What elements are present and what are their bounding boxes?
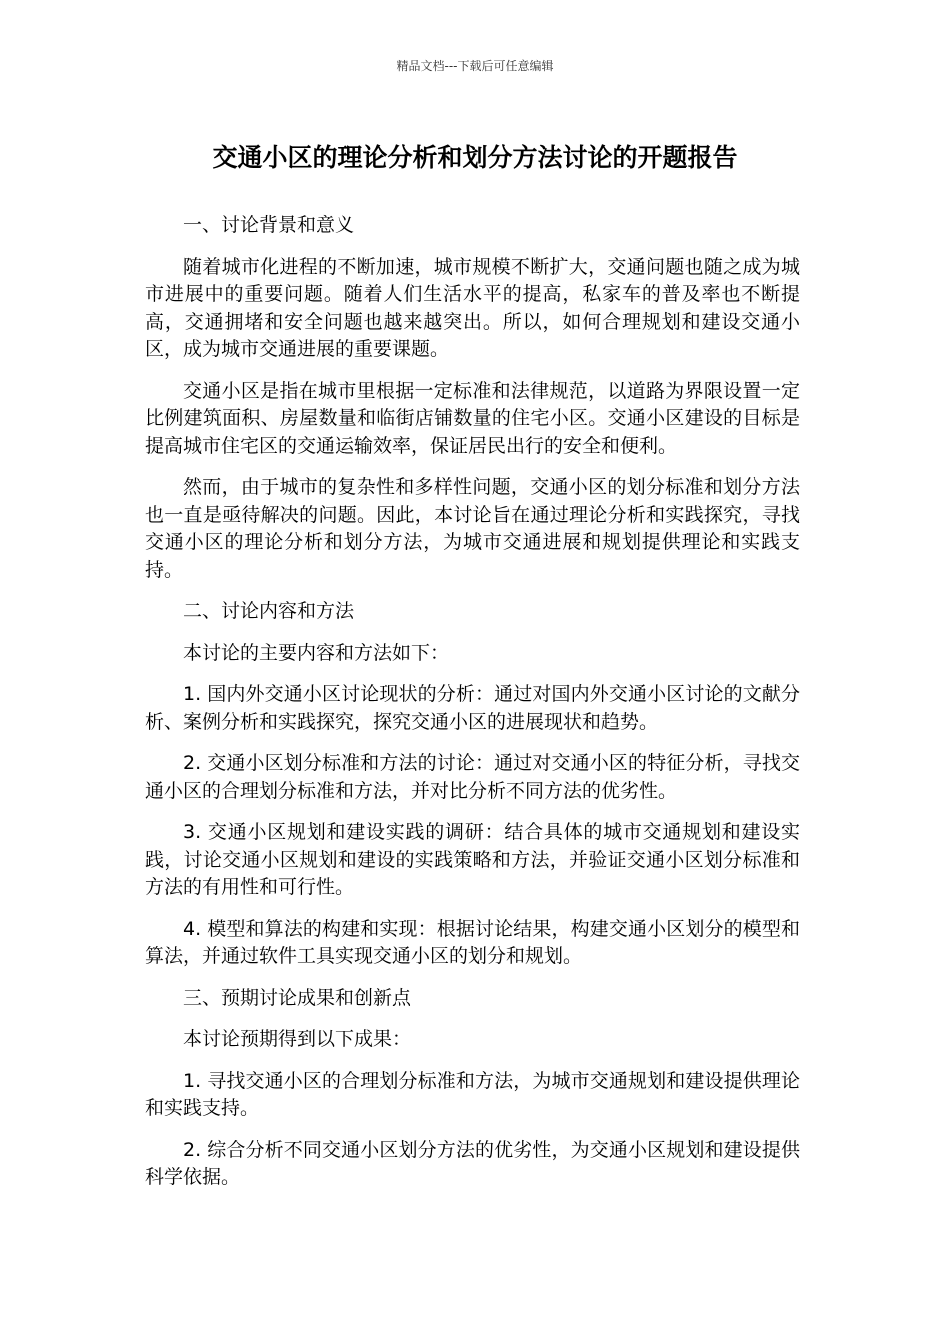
list-item: 1. 国内外交通小区讨论现状的分析：通过对国内外交通小区讨论的文献分析、案例分析和实践探究，探究交通小区的进展现状和趋势。 <box>145 683 800 733</box>
list-item: 3. 交通小区规划和建设实践的调研：结合具体的城市交通规划和建设实践，讨论交通小区规划和建设的实践策略和方法，并验证交通小区划分标准和方法的有用性和可行性。 <box>145 821 800 898</box>
list-item: 4. 模型和算法的构建和实现：根据讨论结果，构建交通小区划分的模型和算法，并通过软件工具实现交通小区的划分和规划。 <box>145 917 800 967</box>
section-heading-expected-results: 三、预期讨论成果和创新点 <box>183 986 412 1009</box>
paragraph: 交通小区是指在城市里根据一定标准和法律规范，以道路为界限设置一定比例建筑面积、房屋数量和临街店铺数量的住宅小区。交通小区建设的目标是提高城市住宅区的交通运输效率，保证居民出行的安全和便利。 <box>145 379 800 457</box>
paragraph: 本讨论预期得到以下成果： <box>183 1028 412 1050</box>
section-heading-content-method: 二、讨论内容和方法 <box>183 600 355 622</box>
document-body <box>145 212 800 1206</box>
list-item: 2. 交通小区划分标准和方法的讨论：通过对交通小区的特征分析，寻找交通小区的合理划分标准和方法，并对比分析不同方法的优劣性。 <box>145 752 800 802</box>
paragraph: 本讨论的主要内容和方法如下： <box>183 641 450 664</box>
paragraph: 随着城市化进程的不断加速，城市规模不断扩大，交通问题也随之成为城市进展中的重要问题。随着人们生活水平的提高，私家车的普及率也不断提高，交通拥堵和安全问题也越来越突出。所以，如何合理规划和建设交通小区，成为城市交通进展的重要课题。 <box>145 255 800 360</box>
header-note: 精品文档---下载后可任意编辑 <box>396 59 554 73</box>
paragraph: 然而，由于城市的复杂性和多样性问题，交通小区的划分标准和划分方法也一直是亟待解决的问题。因此，本讨论旨在通过理论分析和实践探究，寻找交通小区的理论分析和划分方法，为城市交通进展和规划提供理论和实践支持。 <box>145 476 800 581</box>
list-item: 1. 寻找交通小区的合理划分标准和方法，为城市交通规划和建设提供理论和实践支持。 <box>145 1069 800 1119</box>
document-title: 交通小区的理论分析和划分方法讨论的开题报告 <box>212 143 738 172</box>
section-heading-background: 一、讨论背景和意义 <box>183 214 355 236</box>
list-item: 2. 综合分析不同交通小区划分方法的优劣性，为交通小区规划和建设提供科学依据。 <box>145 1138 800 1188</box>
